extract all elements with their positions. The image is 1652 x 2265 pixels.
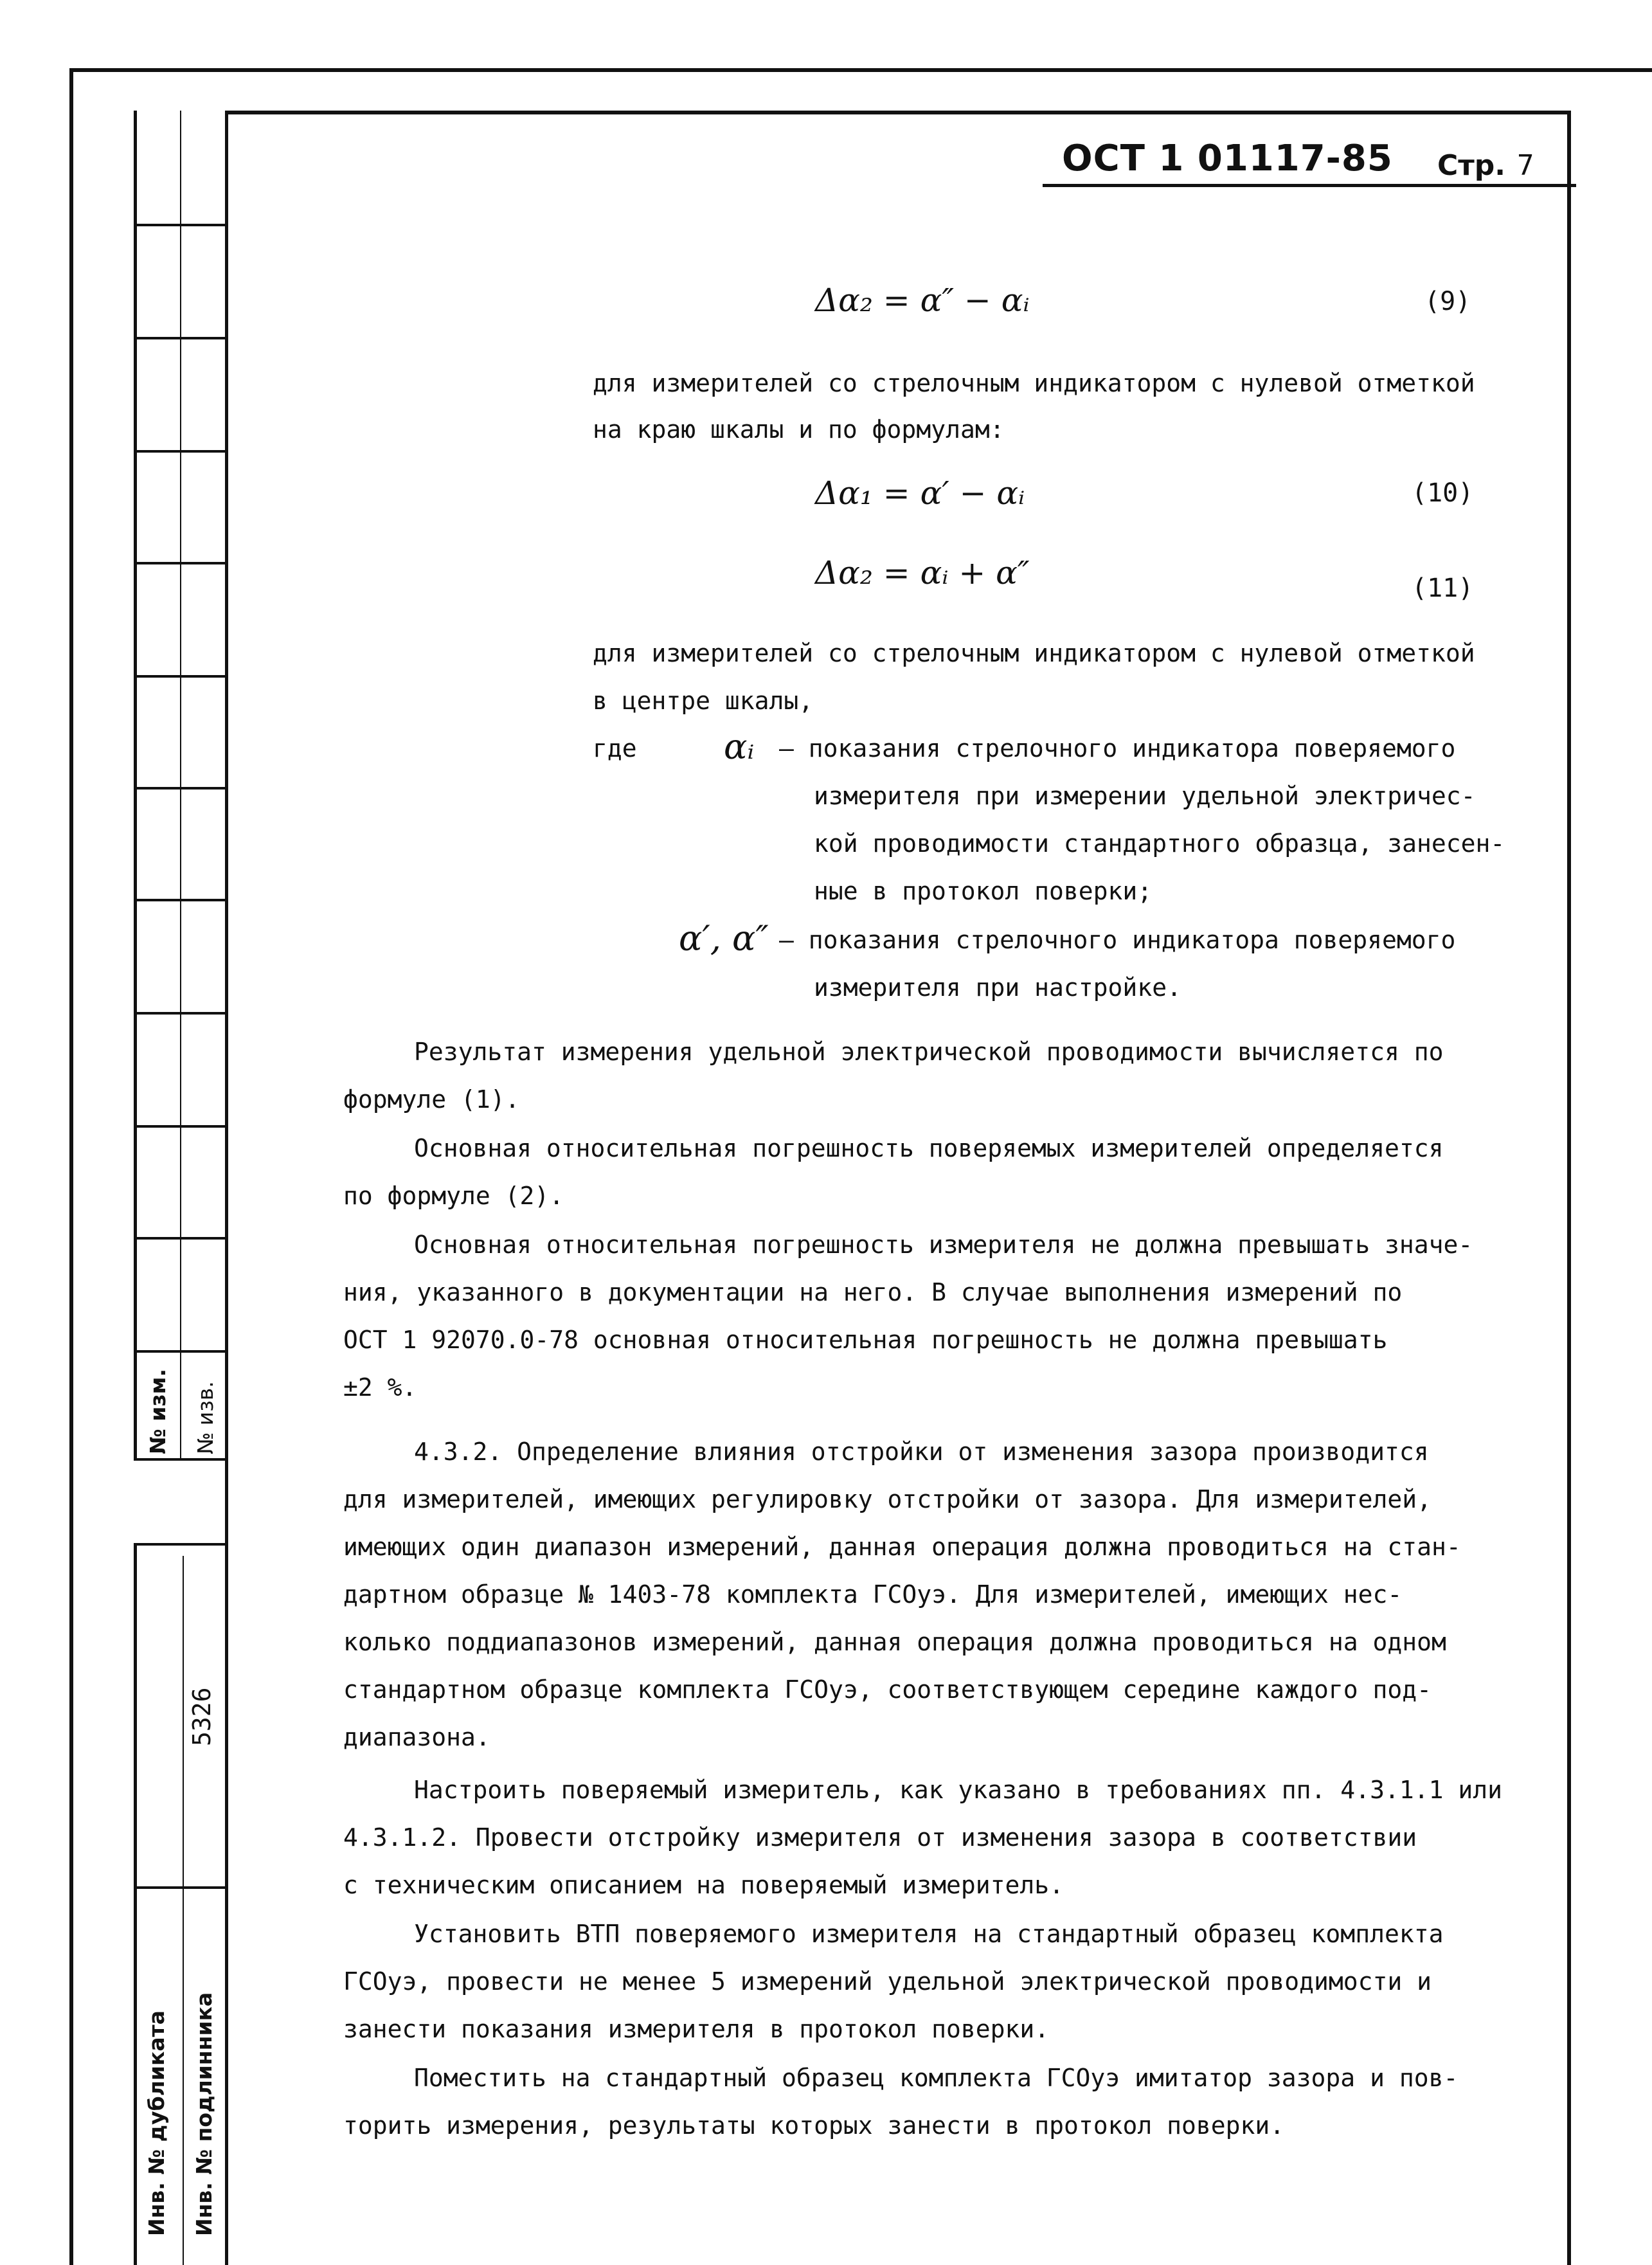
- p1-line2: на краю шкалы и по формулам:: [593, 415, 1005, 444]
- strip-row-line: [135, 1012, 225, 1015]
- p5-line4: ±2 %.: [343, 1373, 417, 1402]
- p2-line2: в центре шкалы,: [593, 687, 814, 715]
- p6-line7: диапазона.: [343, 1723, 490, 1751]
- page-number: 7: [1517, 149, 1534, 182]
- strip-row-line: [135, 450, 225, 453]
- p8-line1: Установить ВТП поверяемого измерителя на стандартный образец комплекта: [414, 1920, 1444, 1948]
- formula-10-number: (10): [1412, 478, 1474, 508]
- p7-line1: Настроить поверяемый измеритель, как указано в требованиях пп. 4.3.1.1 или: [414, 1776, 1502, 1804]
- def2-line1: – показания стрелочного индикатора поверяемого: [779, 926, 1456, 954]
- strip-row-line: [135, 1458, 225, 1461]
- page-number-label: [1437, 149, 1534, 182]
- symbol-alpha-prime: α′, α″: [679, 918, 769, 959]
- document-code: ОСТ 1 01117-85: [1062, 138, 1393, 179]
- p6-line1: 4.3.2. Определение влияния отстройки от изменения зазора производится: [414, 1438, 1429, 1466]
- inventory-number: 5326: [188, 1687, 216, 1746]
- strip-row-line: [135, 1886, 225, 1889]
- def1-line3: кой проводимости стандартного образца, занесен-: [814, 829, 1505, 858]
- def2-line2: измерителя при настройке.: [814, 973, 1181, 1002]
- strip-row-line: [135, 899, 225, 901]
- p8-line3: занести показания измерителя в протокол поверки.: [343, 2015, 1050, 2043]
- p6-line2: для измерителей, имеющих регулировку отстройки от зазора. Для измерителей,: [343, 1485, 1432, 1513]
- p7-line2: 4.3.1.2. Провести отстройку измерителя от изменения зазора в соответствии: [343, 1823, 1417, 1852]
- sidebar-podl: Инв. № подлинника: [192, 1992, 217, 2236]
- formula-11-number: (11): [1412, 573, 1474, 603]
- def1-line4: ные в протокол поверки;: [814, 877, 1153, 905]
- strip-row-line: [135, 224, 225, 226]
- strip-row-line: [135, 1350, 225, 1353]
- p9-line2: торить измерения, результаты которых занести в протокол поверки.: [343, 2111, 1285, 2140]
- p8-line2: ГСОуэ, провести не менее 5 измерений удельной электрической проводимости и: [343, 1967, 1432, 1996]
- strip-row-line: [135, 1237, 225, 1240]
- p4-line1: Основная относительная погрешность поверяемых измерителей определяется: [414, 1134, 1444, 1162]
- p2-line1: для измерителей со стрелочным индикатором с нулевой отметкой: [593, 639, 1475, 667]
- symbol-alpha-i: αᵢ: [724, 726, 755, 767]
- p4-line2: по формуле (2).: [343, 1182, 564, 1210]
- strip-row-line: [135, 675, 225, 678]
- p6-line5: колько поддиапазонов измерений, данная операция должна проводиться на одном: [343, 1628, 1446, 1656]
- p6-line3: имеющих один диапазон измерений, данная операция должна проводиться на стан-: [343, 1533, 1461, 1561]
- formula-9: Δα₂ = α″ − αᵢ: [815, 282, 1030, 319]
- strip-row-line: [135, 787, 225, 790]
- def1-line1: – показания стрелочного индикатора поверяемого: [779, 734, 1456, 763]
- def1-line2: измерителя при измерении удельной электричес-: [814, 782, 1476, 810]
- p3-line1: Результат измерения удельной электрической проводимости вычисляется по: [414, 1038, 1444, 1066]
- sidebar-izm: № изм.: [145, 1369, 170, 1454]
- sidebar-izv: № изв.: [193, 1381, 218, 1454]
- strip-row-line: [135, 337, 225, 339]
- p1-line1: для измерителей со стрелочным индикатором с нулевой отметкой: [593, 369, 1475, 397]
- strip-row-line: [135, 562, 225, 564]
- strip-frame: [134, 111, 228, 1461]
- where-label: где: [593, 734, 637, 763]
- strip-row-line: [135, 1125, 225, 1128]
- formula-11: Δα₂ = αᵢ + α″: [815, 554, 1030, 591]
- page-label: Стр.: [1437, 149, 1506, 182]
- p7-line3: с техническим описанием на поверяемый измеритель.: [343, 1871, 1064, 1899]
- p9-line1: Поместить на стандартный образец комплекта ГСОуэ имитатор зазора и пов-: [414, 2064, 1459, 2092]
- sidebar-dub: Инв. № дубликата: [144, 2010, 169, 2236]
- p5-line3: ОСТ 1 92070.0-78 основная относительная погрешность не должна превышать: [343, 1326, 1388, 1354]
- header-underline: [1043, 184, 1576, 187]
- p3-line2: формуле (1).: [343, 1085, 520, 1114]
- p5-line2: ния, указанного в документации на него. В случае выполнения измерений по: [343, 1278, 1403, 1306]
- p6-line6: стандартном образце комплекта ГСОуэ, соответствующем середине каждого под-: [343, 1675, 1432, 1704]
- formula-9-number: (9): [1424, 287, 1471, 316]
- formula-10: Δα₁ = α′ − αᵢ: [815, 474, 1025, 512]
- p5-line1: Основная относительная погрешность измерителя не должна превышать значе-: [414, 1231, 1473, 1259]
- p6-line4: дартном образце № 1403-78 комплекта ГСОуэ. Для измерителей, имеющих нес-: [343, 1580, 1403, 1609]
